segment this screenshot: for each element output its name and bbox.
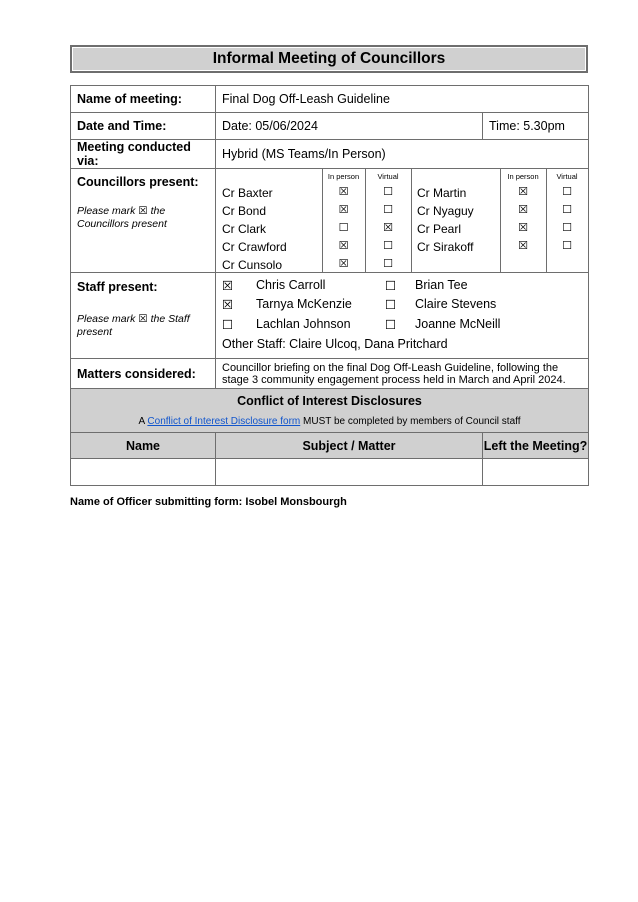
conflict-disclosure-form-link[interactable]: Conflict of Interest Disclosure form — [147, 416, 301, 427]
conflict-name-cell[interactable] — [71, 459, 216, 486]
in-person-checkbox[interactable]: ☒ — [518, 221, 528, 234]
councillors-grid — [216, 169, 588, 272]
in-person-checkbox[interactable]: ☐ — [338, 221, 349, 234]
via-value: Hybrid (MS Teams/In Person) — [216, 140, 589, 169]
councillors-label: Councillors present: — [77, 175, 199, 189]
councillor-row — [216, 238, 411, 256]
councillor-row — [411, 238, 588, 256]
councillor-name: Cr Sirakoff — [417, 240, 474, 254]
conflict-note — [71, 416, 588, 427]
virtual-checkbox[interactable]: ☐ — [383, 239, 393, 252]
virtual-checkbox[interactable]: ☐ — [383, 185, 393, 198]
in-person-checkbox[interactable]: ☒ — [338, 257, 349, 270]
matters-label: Matters considered: — [71, 359, 216, 389]
staff-cell — [216, 273, 589, 359]
via-label: Meeting conducted via: — [71, 140, 216, 169]
other-staff: Other Staff: Claire Ulcoq, Dana Pritchard — [222, 337, 448, 351]
councillor-name: Cr Clark — [222, 222, 266, 236]
virtual-checkbox[interactable]: ☐ — [562, 203, 572, 216]
col-name-header: Name — [71, 433, 216, 459]
time-value: Time: 5.30pm — [483, 113, 589, 140]
virtual-checkbox[interactable]: ☒ — [383, 221, 393, 234]
virtual-checkbox[interactable]: ☐ — [562, 185, 572, 198]
councillor-row — [216, 202, 411, 220]
virtual-checkbox[interactable]: ☐ — [383, 257, 393, 270]
in-person-checkbox[interactable]: ☒ — [518, 203, 528, 216]
staff-name: Joanne McNeill — [415, 317, 501, 331]
in-person-checkbox[interactable]: ☒ — [518, 239, 528, 252]
staff-note: Please mark ☒ the Staff present — [77, 313, 190, 338]
matters-value: Councillor briefing on the final Dog Off-Leash Guideline, following the stage 3 community engagement process held in March and April 2024. — [216, 359, 589, 389]
datetime-label: Date and Time: — [71, 113, 216, 140]
councillor-row — [411, 184, 588, 202]
councillor-name: Cr Pearl — [417, 222, 462, 236]
councillor-name: Cr Martin — [417, 186, 467, 200]
form-title: Informal Meeting of Councillors — [70, 45, 588, 73]
conflict-left-cell[interactable] — [483, 459, 589, 486]
staff-name: Lachlan Johnson — [256, 317, 351, 331]
virtual-checkbox[interactable]: ☐ — [562, 221, 572, 234]
col-in-person-right: In person — [507, 172, 539, 181]
councillor-row — [411, 202, 588, 220]
staff-name: Chris Carroll — [256, 278, 326, 292]
councillor-row — [216, 184, 411, 202]
conflict-note-prefix: A — [138, 416, 148, 427]
staff-label-cell — [71, 273, 216, 359]
staff-name: Brian Tee — [415, 278, 468, 292]
meeting-form — [70, 85, 589, 486]
staff-checkbox[interactable]: ☐ — [222, 317, 234, 332]
councillor-name: Cr Bond — [222, 204, 267, 218]
councillor-name: Cr Nyaguy — [417, 204, 474, 218]
councillors-label-cell — [71, 169, 216, 273]
conflict-note-suffix: MUST be completed by members of Council staff — [300, 416, 521, 427]
in-person-checkbox[interactable]: ☒ — [518, 185, 528, 198]
staff-checkbox[interactable]: ☒ — [222, 278, 234, 293]
councillor-row — [411, 220, 588, 238]
conflict-subject-cell[interactable] — [216, 459, 483, 486]
virtual-checkbox[interactable]: ☐ — [562, 239, 572, 252]
staff-label: Staff present: — [77, 280, 158, 294]
in-person-checkbox[interactable]: ☒ — [338, 239, 349, 252]
councillor-row — [216, 256, 411, 274]
col-in-person-left: In person — [327, 172, 360, 181]
date-value: Date: 05/06/2024 — [216, 113, 483, 140]
staff-checkbox[interactable]: ☐ — [385, 278, 397, 293]
officer-footer: Name of Officer submitting form: Isobel Monsbourgh — [70, 496, 347, 508]
staff-checkbox[interactable]: ☐ — [385, 317, 397, 332]
virtual-checkbox[interactable]: ☐ — [383, 203, 393, 216]
councillors-grid-cell — [216, 169, 589, 273]
councillor-name: Cr Crawford — [222, 240, 287, 254]
col-virtual-right: Virtual — [556, 172, 578, 181]
councillor-name: Cr Baxter — [222, 186, 273, 200]
conflict-title: Conflict of Interest Disclosures — [237, 394, 422, 408]
meeting-name-label: Name of meeting: — [71, 86, 216, 113]
councillors-note: Please mark ☒ the Councillors present — [77, 205, 167, 230]
staff-name: Tarnya McKenzie — [256, 297, 352, 311]
councillor-row — [216, 220, 411, 238]
col-subject-header: Subject / Matter — [216, 433, 483, 459]
col-left-meeting-header: Left the Meeting? — [483, 433, 589, 459]
staff-checkbox[interactable]: ☒ — [222, 297, 234, 312]
conflict-header — [71, 389, 589, 433]
in-person-checkbox[interactable]: ☒ — [338, 185, 349, 198]
in-person-checkbox[interactable]: ☒ — [338, 203, 349, 216]
staff-name: Claire Stevens — [415, 297, 497, 311]
councillor-name: Cr Cunsolo — [222, 258, 283, 272]
meeting-name-value: Final Dog Off-Leash Guideline — [216, 86, 589, 113]
staff-checkbox[interactable]: ☐ — [385, 297, 397, 312]
col-virtual-left: Virtual — [377, 172, 399, 181]
